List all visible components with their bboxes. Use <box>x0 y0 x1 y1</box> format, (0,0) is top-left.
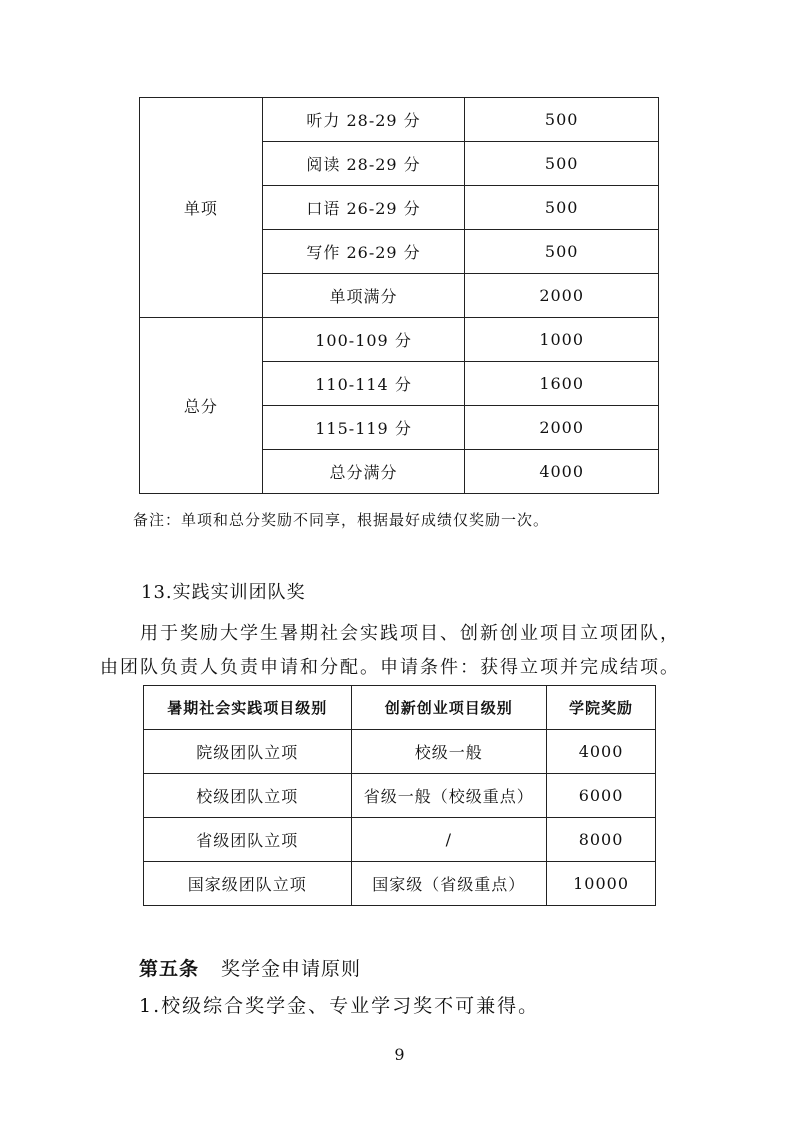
table-cell: 4000 <box>547 730 656 774</box>
table-cell: 院级团队立项 <box>144 730 352 774</box>
section-13-paragraph-line-2: 由团队负责人负责申请和分配。申请条件：获得立项并完成结项。 <box>100 657 680 678</box>
table-header-row <box>144 686 656 730</box>
score-award-table <box>139 97 659 494</box>
article-title: 奖学金申请原则 <box>221 958 362 980</box>
award-amount: 500 <box>465 230 659 274</box>
award-amount: 1000 <box>465 318 659 362</box>
score-item: 110-114 分 <box>262 362 465 406</box>
section-13-heading: 13.实践实训团队奖 <box>141 582 306 603</box>
table-row <box>140 98 659 142</box>
group-label-single: 单项 <box>140 98 263 318</box>
article-5-item-1: 1.校级综合奖学金、专业学习奖不可兼得。 <box>139 995 540 1017</box>
section-13-paragraph-line-1: 用于奖励大学生暑期社会实践项目、创新创业项目立项团队， <box>140 623 680 644</box>
score-item: 阅读 28-29 分 <box>262 142 465 186</box>
column-header: 暑期社会实践项目级别 <box>144 686 352 730</box>
award-amount: 2000 <box>465 406 659 450</box>
score-item: 单项满分 <box>262 274 465 318</box>
award-amount: 2000 <box>465 274 659 318</box>
score-item: 总分满分 <box>262 450 465 494</box>
table-cell: / <box>351 818 547 862</box>
column-header: 创新创业项目级别 <box>351 686 547 730</box>
award-amount: 1600 <box>465 362 659 406</box>
group-label-total: 总分 <box>140 318 263 494</box>
score-item: 写作 26-29 分 <box>262 230 465 274</box>
award-amount: 500 <box>465 98 659 142</box>
award-amount: 4000 <box>465 450 659 494</box>
table-note: 备注：单项和总分奖励不同享，根据最好成绩仅奖励一次。 <box>133 511 550 529</box>
table-row <box>144 818 656 862</box>
article-number: 第五条 <box>139 958 200 980</box>
table-cell: 国家级团队立项 <box>144 862 352 906</box>
table-row <box>144 730 656 774</box>
award-amount: 500 <box>465 186 659 230</box>
column-header: 学院奖励 <box>547 686 656 730</box>
award-amount: 500 <box>465 142 659 186</box>
table-row <box>144 862 656 906</box>
table-cell: 8000 <box>547 818 656 862</box>
table-cell: 国家级（省级重点） <box>351 862 547 906</box>
table-row <box>140 318 659 362</box>
team-award-table <box>143 685 656 906</box>
table-cell: 6000 <box>547 774 656 818</box>
score-item: 听力 28-29 分 <box>262 98 465 142</box>
table-cell: 省级一般（校级重点） <box>351 774 547 818</box>
page-number: 9 <box>394 1045 405 1064</box>
table-cell: 校级团队立项 <box>144 774 352 818</box>
score-item: 100-109 分 <box>262 318 465 362</box>
article-5-heading <box>139 954 361 981</box>
score-item: 115-119 分 <box>262 406 465 450</box>
table-row <box>144 774 656 818</box>
table-cell: 校级一般 <box>351 730 547 774</box>
table-cell: 10000 <box>547 862 656 906</box>
table-cell: 省级团队立项 <box>144 818 352 862</box>
score-item: 口语 26-29 分 <box>262 186 465 230</box>
